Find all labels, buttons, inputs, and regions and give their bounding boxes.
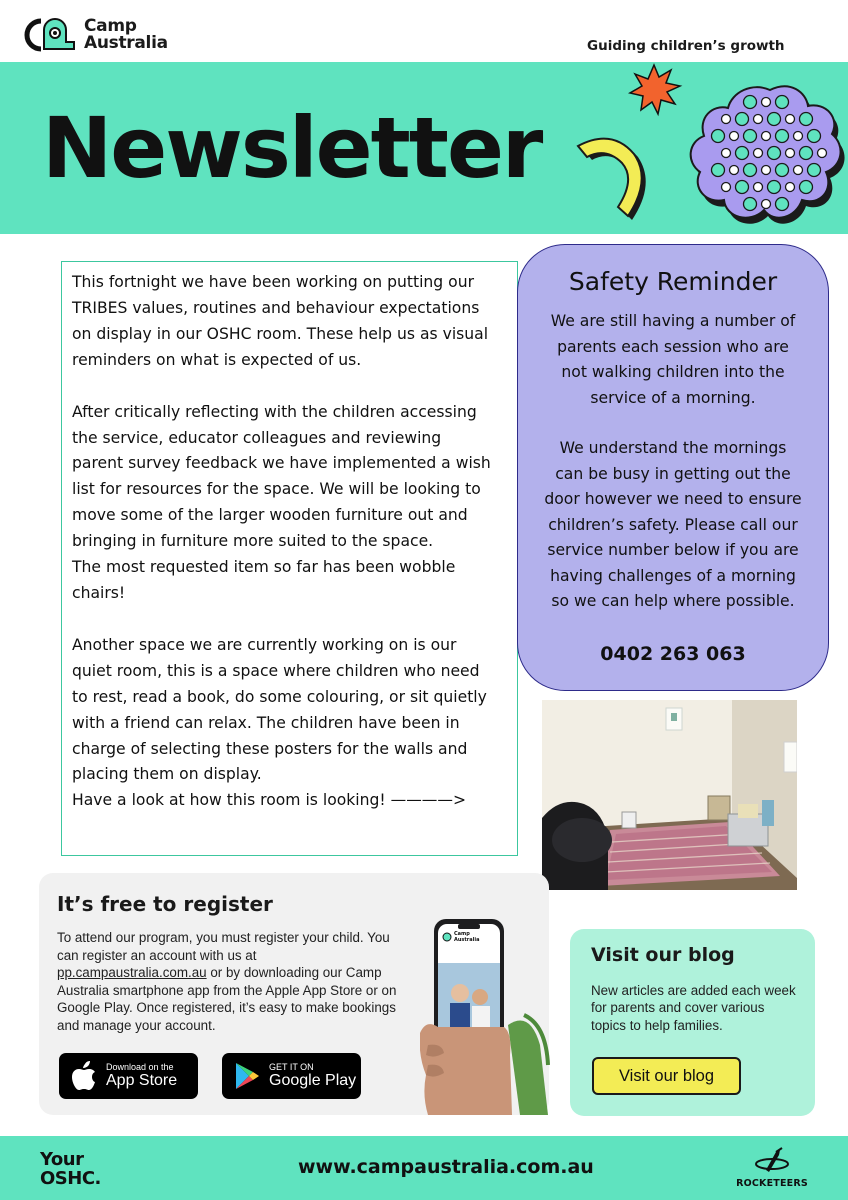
google-play-big-text: Google Play <box>269 1072 357 1089</box>
flower-dot <box>754 115 763 124</box>
flower-dot <box>768 113 781 126</box>
safety-paragraph-1: We are still having a number of parents each session who are not walking children into the service of a morning. <box>550 312 796 407</box>
flower-dot <box>736 181 749 194</box>
flower-dot <box>786 183 795 192</box>
phone-brand-2: Australia <box>454 937 480 943</box>
newsletter-banner <box>0 62 848 234</box>
website-url[interactable]: www.campaustralia.com.au <box>298 1156 594 1178</box>
registration-link[interactable]: pp.campaustralia.com.au <box>57 965 207 980</box>
flower-dot <box>722 115 731 124</box>
flower-dot <box>794 132 803 141</box>
register-body-text-1: To attend our program, you must register your child. You can register an account with us at <box>57 930 390 963</box>
app-store-button[interactable] <box>59 1053 198 1099</box>
app-store-small-text: Download on the <box>106 1062 174 1072</box>
flower-dot <box>744 130 757 143</box>
register-panel <box>39 873 549 1115</box>
flower-dot <box>744 96 757 109</box>
flower-dot <box>736 113 749 126</box>
phone-in-hand-image <box>420 915 550 1115</box>
rocket-icon <box>752 1146 792 1174</box>
google-play-icon <box>234 1062 260 1090</box>
camp-australia-logo-icon <box>22 16 78 54</box>
newsletter-paragraph-1: This fortnight we have been working on putting our TRIBES values, routines and behaviour expectations on display in our OSHC room. These help us as visual reminders on what is expected of us. <box>72 273 489 369</box>
flower-dot <box>762 166 771 175</box>
page-title: Newsletter <box>42 99 542 197</box>
flower-dot <box>794 166 803 175</box>
newsletter-paragraph-3: Another space we are currently working on is our quiet room, this is a space where children who need to rest, read a book, do some colouring, or sit quietly with a friend can relax. The children have been in charge of selecting these posters for the walls and placing them on display. Have a look at how this room is looking! ————> <box>72 635 487 810</box>
google-play-button[interactable] <box>222 1053 361 1099</box>
flower-dot <box>762 132 771 141</box>
blog-panel <box>570 929 815 1116</box>
tagline: Guiding children’s growth <box>587 38 785 54</box>
safety-reminder-box <box>517 244 829 691</box>
newsletter-paragraph-2: After critically reflecting with the children accessing the service, educator colleagues and reviewing parent survey feedback we have implemented a wish list for resources for the space. We will be looking to move some of the larger wooden furniture out and bringing in furniture more suited to the space. The most requested item so far has been wobble chairs! <box>72 402 491 602</box>
flower-dot <box>722 149 731 158</box>
starburst-icon <box>630 65 680 114</box>
blog-title: Visit our blog <box>591 944 735 966</box>
newsletter-body <box>61 261 518 856</box>
arc-shape-icon <box>578 139 646 220</box>
flower-dot <box>712 164 725 177</box>
banner-decorations <box>0 62 848 234</box>
visit-blog-button[interactable]: Visit our blog <box>592 1057 741 1095</box>
flower-dot <box>776 96 789 109</box>
flower-dot <box>730 132 739 141</box>
flower-dot <box>712 130 725 143</box>
flower-dot <box>762 98 771 107</box>
flower-dot <box>730 166 739 175</box>
blog-body: New articles are added each week for parents and cover various topics to help families. <box>591 983 796 1033</box>
safety-reminder-title: Safety Reminder <box>568 267 778 296</box>
footer <box>0 1136 848 1200</box>
camp-australia-logo <box>22 16 168 54</box>
flower-dot <box>768 147 781 160</box>
flower-dot <box>776 198 789 211</box>
flower-dot <box>818 149 827 158</box>
flower-dot <box>808 130 821 143</box>
flower-dot <box>786 149 795 158</box>
flower-dot <box>754 149 763 158</box>
safety-paragraph-2: We understand the mornings can be busy in getting out the door however we need to ensure children’s safety. Please call our service number below if you are having challenges of a morning so we can help where possible. <box>544 439 802 610</box>
flower-dots-icon <box>691 86 845 223</box>
flower-dot <box>768 181 781 194</box>
flower-dot <box>808 164 821 177</box>
apple-icon <box>71 1061 97 1091</box>
brand-line-2: Australia <box>84 33 168 53</box>
rocketeers-logo <box>726 1146 818 1189</box>
flower-dot <box>776 130 789 143</box>
register-body-text-2: or by downloading our Camp Australia smartphone app from the Apple App Store or on Google Play. Once registered, it’s easy to make bookings and manage your account. <box>57 965 397 1033</box>
flower-dot <box>776 164 789 177</box>
app-store-big-text: App Store <box>106 1072 178 1089</box>
rocketeers-text: ROCKETEERS <box>736 1178 808 1189</box>
flower-dot <box>800 147 813 160</box>
flower-dot <box>722 183 731 192</box>
your-oshc-logo <box>40 1150 101 1188</box>
flower-dot <box>744 164 757 177</box>
google-play-small-text: GET IT ON <box>269 1062 314 1072</box>
flower-dot <box>736 147 749 160</box>
flower-dot <box>800 181 813 194</box>
flower-dot <box>762 200 771 209</box>
service-phone-number: 0402 263 063 <box>600 642 746 665</box>
register-title: It’s free to register <box>57 892 273 916</box>
your-oshc-line-1: Your <box>40 1149 84 1170</box>
register-body <box>57 929 397 1034</box>
phone-brand-1: Camp <box>454 931 470 937</box>
brand-line-1: Camp <box>84 16 137 36</box>
flower-dot <box>800 113 813 126</box>
flower-dot <box>744 198 757 211</box>
flower-dot <box>754 183 763 192</box>
quiet-room-photo <box>542 700 797 890</box>
your-oshc-line-2: OSHC. <box>40 1168 101 1189</box>
flower-dot <box>786 115 795 124</box>
